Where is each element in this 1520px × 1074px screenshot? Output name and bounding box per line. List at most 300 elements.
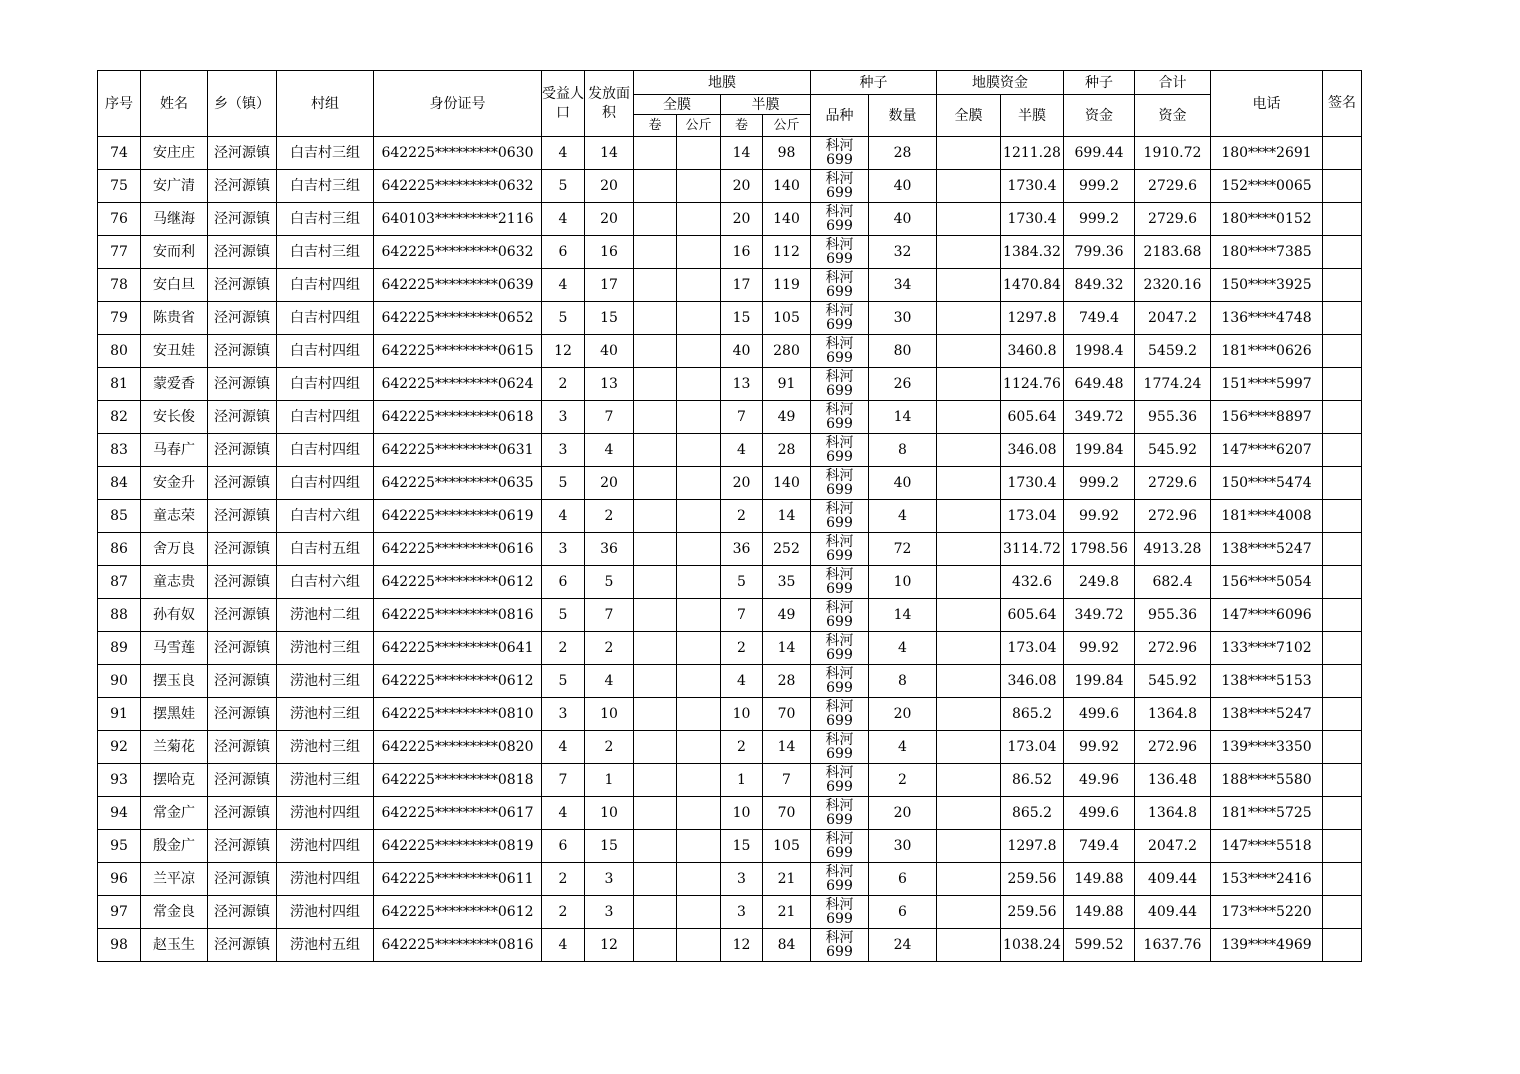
cell-township: 泾河源镇 xyxy=(208,335,277,368)
cell-full-kg xyxy=(677,236,721,269)
cell-name: 常金广 xyxy=(141,797,208,830)
cell-id-number: 642225*********0617 xyxy=(374,797,542,830)
variety-line: 科河 xyxy=(825,864,854,880)
variety-line: 科河 xyxy=(825,303,854,319)
cell-beneficiaries: 3 xyxy=(542,434,585,467)
variety-line: 科河 xyxy=(825,468,854,484)
cell-quantity: 6 xyxy=(869,863,937,896)
cell-village: 白吉村四组 xyxy=(277,335,374,368)
cell-phone: 139****4969 xyxy=(1211,929,1323,962)
cell-beneficiaries: 5 xyxy=(542,170,585,203)
cell-phone: 133****7102 xyxy=(1211,632,1323,665)
variety-line: 699 xyxy=(826,449,853,465)
cell-seed-fund: 699.44 xyxy=(1064,137,1135,170)
cell-quantity: 40 xyxy=(869,467,937,500)
cell-area: 12 xyxy=(585,929,634,962)
cell-village: 白吉村五组 xyxy=(277,533,374,566)
cell-film-fund-half: 3460.8 xyxy=(1001,335,1064,368)
cell-seq: 85 xyxy=(98,500,141,533)
variety-line: 699 xyxy=(826,548,853,564)
cell-half-roll: 36 xyxy=(721,533,763,566)
cell-seq: 84 xyxy=(98,467,141,500)
cell-id-number: 642225*********0611 xyxy=(374,863,542,896)
col-group-film-fund: 地膜资金 xyxy=(937,71,1064,95)
cell-total-fund: 2729.6 xyxy=(1135,203,1211,236)
table-row xyxy=(98,797,1362,830)
cell-township: 泾河源镇 xyxy=(208,896,277,929)
cell-id-number: 642225*********0630 xyxy=(374,137,542,170)
cell-total-fund: 2320.16 xyxy=(1135,269,1211,302)
cell-half-roll: 12 xyxy=(721,929,763,962)
cell-seq: 88 xyxy=(98,599,141,632)
col-film-fund-half: 半膜 xyxy=(1001,95,1064,137)
cell-phone: 147****5518 xyxy=(1211,830,1323,863)
col-name: 姓名 xyxy=(141,71,208,137)
cell-phone: 136****4748 xyxy=(1211,302,1323,335)
cell-total-fund: 1637.76 xyxy=(1135,929,1211,962)
cell-film-fund-half: 432.6 xyxy=(1001,566,1064,599)
cell-phone: 147****6207 xyxy=(1211,434,1323,467)
cell-quantity: 80 xyxy=(869,335,937,368)
cell-film-fund-full xyxy=(937,302,1001,335)
cell-phone: 151****5997 xyxy=(1211,368,1323,401)
cell-area: 16 xyxy=(585,236,634,269)
cell-id-number: 642225*********0615 xyxy=(374,335,542,368)
cell-area: 2 xyxy=(585,500,634,533)
cell-total-fund: 2729.6 xyxy=(1135,467,1211,500)
cell-variety xyxy=(811,632,869,665)
cell-half-kg: 35 xyxy=(763,566,811,599)
variety-line: 科河 xyxy=(825,732,854,748)
cell-id-number: 640103*********2116 xyxy=(374,203,542,236)
cell-quantity: 8 xyxy=(869,665,937,698)
cell-film-fund-full xyxy=(937,170,1001,203)
cell-seed-fund: 349.72 xyxy=(1064,599,1135,632)
cell-seed-fund: 999.2 xyxy=(1064,170,1135,203)
cell-phone: 153****2416 xyxy=(1211,863,1323,896)
cell-full-roll xyxy=(634,533,677,566)
cell-area: 20 xyxy=(585,467,634,500)
cell-full-kg xyxy=(677,500,721,533)
cell-quantity: 72 xyxy=(869,533,937,566)
cell-seed-fund: 799.36 xyxy=(1064,236,1135,269)
cell-film-fund-full xyxy=(937,896,1001,929)
cell-area: 1 xyxy=(585,764,634,797)
cell-township: 泾河源镇 xyxy=(208,764,277,797)
cell-phone: 138****5247 xyxy=(1211,533,1323,566)
col-group-half-film: 半膜 xyxy=(721,95,811,115)
cell-village: 涝池村四组 xyxy=(277,863,374,896)
cell-full-roll xyxy=(634,830,677,863)
cell-variety xyxy=(811,764,869,797)
cell-area: 7 xyxy=(585,599,634,632)
cell-township: 泾河源镇 xyxy=(208,368,277,401)
cell-seed-fund: 1998.4 xyxy=(1064,335,1135,368)
cell-seed-fund: 99.92 xyxy=(1064,632,1135,665)
cell-phone: 180****0152 xyxy=(1211,203,1323,236)
cell-seed-fund: 99.92 xyxy=(1064,500,1135,533)
cell-area: 15 xyxy=(585,830,634,863)
variety-line: 科河 xyxy=(825,897,854,913)
cell-full-kg xyxy=(677,698,721,731)
variety-line: 科河 xyxy=(825,567,854,583)
cell-full-kg xyxy=(677,797,721,830)
cell-beneficiaries: 5 xyxy=(542,665,585,698)
cell-area: 40 xyxy=(585,335,634,368)
cell-total-fund: 955.36 xyxy=(1135,401,1211,434)
cell-film-fund-half: 1730.4 xyxy=(1001,467,1064,500)
table-row xyxy=(98,401,1362,434)
cell-id-number: 642225*********0631 xyxy=(374,434,542,467)
cell-township: 泾河源镇 xyxy=(208,434,277,467)
variety-line: 699 xyxy=(826,185,853,201)
cell-quantity: 40 xyxy=(869,170,937,203)
cell-seq: 90 xyxy=(98,665,141,698)
cell-village: 白吉村三组 xyxy=(277,203,374,236)
cell-half-kg: 21 xyxy=(763,863,811,896)
cell-variety xyxy=(811,368,869,401)
cell-area: 20 xyxy=(585,203,634,236)
cell-phone: 156****8897 xyxy=(1211,401,1323,434)
cell-id-number: 642225*********0612 xyxy=(374,896,542,929)
table-row xyxy=(98,137,1362,170)
cell-full-roll xyxy=(634,599,677,632)
cell-township: 泾河源镇 xyxy=(208,137,277,170)
cell-film-fund-half: 1384.32 xyxy=(1001,236,1064,269)
cell-film-fund-half: 1297.8 xyxy=(1001,830,1064,863)
variety-line: 699 xyxy=(826,647,853,663)
cell-township: 泾河源镇 xyxy=(208,566,277,599)
variety-line: 699 xyxy=(826,680,853,696)
cell-seq: 98 xyxy=(98,929,141,962)
cell-signature xyxy=(1323,170,1362,203)
cell-half-kg: 49 xyxy=(763,401,811,434)
cell-beneficiaries: 4 xyxy=(542,269,585,302)
cell-beneficiaries: 2 xyxy=(542,863,585,896)
cell-film-fund-half: 3114.72 xyxy=(1001,533,1064,566)
cell-village: 白吉村六组 xyxy=(277,566,374,599)
cell-signature xyxy=(1323,401,1362,434)
cell-area: 20 xyxy=(585,170,634,203)
cell-film-fund-half: 86.52 xyxy=(1001,764,1064,797)
cell-area: 10 xyxy=(585,797,634,830)
cell-seed-fund: 149.88 xyxy=(1064,863,1135,896)
cell-id-number: 642225*********0618 xyxy=(374,401,542,434)
cell-id-number: 642225*********0632 xyxy=(374,236,542,269)
cell-film-fund-half: 1038.24 xyxy=(1001,929,1064,962)
cell-half-kg: 119 xyxy=(763,269,811,302)
col-group-full-film: 全膜 xyxy=(634,95,721,115)
cell-id-number: 642225*********0819 xyxy=(374,830,542,863)
cell-area: 3 xyxy=(585,896,634,929)
col-seq: 序号 xyxy=(98,71,141,137)
cell-name: 舍万良 xyxy=(141,533,208,566)
cell-seed-fund: 49.96 xyxy=(1064,764,1135,797)
cell-township: 泾河源镇 xyxy=(208,401,277,434)
variety-line: 科河 xyxy=(825,501,854,517)
cell-half-kg: 14 xyxy=(763,632,811,665)
cell-name: 殷金广 xyxy=(141,830,208,863)
cell-area: 10 xyxy=(585,698,634,731)
cell-quantity: 4 xyxy=(869,632,937,665)
cell-film-fund-full xyxy=(937,830,1001,863)
cell-full-kg xyxy=(677,830,721,863)
cell-total-fund: 4913.28 xyxy=(1135,533,1211,566)
cell-film-fund-half: 605.64 xyxy=(1001,401,1064,434)
cell-signature xyxy=(1323,863,1362,896)
cell-township: 泾河源镇 xyxy=(208,170,277,203)
cell-township: 泾河源镇 xyxy=(208,269,277,302)
cell-half-roll: 7 xyxy=(721,401,763,434)
cell-full-kg xyxy=(677,401,721,434)
cell-phone: 180****2691 xyxy=(1211,137,1323,170)
cell-id-number: 642225*********0641 xyxy=(374,632,542,665)
cell-seq: 78 xyxy=(98,269,141,302)
cell-phone: 138****5247 xyxy=(1211,698,1323,731)
table-row xyxy=(98,500,1362,533)
cell-film-fund-full xyxy=(937,269,1001,302)
cell-id-number: 642225*********0612 xyxy=(374,566,542,599)
cell-phone: 150****3925 xyxy=(1211,269,1323,302)
variety-line: 699 xyxy=(826,251,853,267)
cell-full-roll xyxy=(634,863,677,896)
cell-name: 安庄庄 xyxy=(141,137,208,170)
cell-full-kg xyxy=(677,533,721,566)
cell-seq: 95 xyxy=(98,830,141,863)
cell-full-kg xyxy=(677,566,721,599)
cell-id-number: 642225*********0820 xyxy=(374,731,542,764)
variety-line: 699 xyxy=(826,746,853,762)
cell-quantity: 4 xyxy=(869,731,937,764)
cell-seq: 82 xyxy=(98,401,141,434)
cell-half-kg: 112 xyxy=(763,236,811,269)
cell-township: 泾河源镇 xyxy=(208,830,277,863)
variety-line: 科河 xyxy=(825,699,854,715)
cell-half-kg: 140 xyxy=(763,170,811,203)
variety-line: 科河 xyxy=(825,402,854,418)
cell-variety xyxy=(811,434,869,467)
cell-name: 赵玉生 xyxy=(141,929,208,962)
cell-village: 白吉村四组 xyxy=(277,368,374,401)
cell-variety xyxy=(811,896,869,929)
cell-name: 马雪莲 xyxy=(141,632,208,665)
cell-total-fund: 272.96 xyxy=(1135,632,1211,665)
cell-full-kg xyxy=(677,467,721,500)
cell-total-fund: 2729.6 xyxy=(1135,170,1211,203)
cell-quantity: 30 xyxy=(869,830,937,863)
cell-variety xyxy=(811,203,869,236)
cell-signature xyxy=(1323,368,1362,401)
cell-half-roll: 14 xyxy=(721,137,763,170)
cell-full-roll xyxy=(634,566,677,599)
cell-full-kg xyxy=(677,335,721,368)
cell-film-fund-full xyxy=(937,599,1001,632)
cell-id-number: 642225*********0616 xyxy=(374,533,542,566)
cell-area: 3 xyxy=(585,863,634,896)
cell-phone: 156****5054 xyxy=(1211,566,1323,599)
cell-signature xyxy=(1323,302,1362,335)
cell-signature xyxy=(1323,236,1362,269)
cell-area: 2 xyxy=(585,731,634,764)
cell-film-fund-half: 346.08 xyxy=(1001,665,1064,698)
cell-village: 白吉村四组 xyxy=(277,401,374,434)
cell-village: 涝池村五组 xyxy=(277,929,374,962)
cell-area: 5 xyxy=(585,566,634,599)
cell-beneficiaries: 3 xyxy=(542,533,585,566)
variety-line: 科河 xyxy=(825,633,854,649)
col-full-kg: 公斤 xyxy=(677,115,721,137)
cell-full-kg xyxy=(677,731,721,764)
cell-film-fund-full xyxy=(937,566,1001,599)
cell-quantity: 30 xyxy=(869,302,937,335)
cell-film-fund-full xyxy=(937,797,1001,830)
cell-variety xyxy=(811,566,869,599)
cell-seed-fund: 499.6 xyxy=(1064,797,1135,830)
table-row xyxy=(98,929,1362,962)
cell-seed-fund: 749.4 xyxy=(1064,830,1135,863)
cell-variety xyxy=(811,830,869,863)
cell-variety xyxy=(811,467,869,500)
cell-village: 白吉村四组 xyxy=(277,302,374,335)
cell-township: 泾河源镇 xyxy=(208,236,277,269)
cell-full-roll xyxy=(634,500,677,533)
cell-quantity: 28 xyxy=(869,137,937,170)
cell-variety xyxy=(811,929,869,962)
distribution-table xyxy=(97,70,1362,962)
cell-phone: 150****5474 xyxy=(1211,467,1323,500)
cell-phone: 181****5725 xyxy=(1211,797,1323,830)
variety-line: 科河 xyxy=(825,369,854,385)
variety-line: 科河 xyxy=(825,204,854,220)
cell-signature xyxy=(1323,929,1362,962)
cell-full-roll xyxy=(634,335,677,368)
cell-township: 泾河源镇 xyxy=(208,863,277,896)
table-row xyxy=(98,599,1362,632)
cell-name: 孙有奴 xyxy=(141,599,208,632)
cell-full-kg xyxy=(677,632,721,665)
cell-film-fund-half: 1730.4 xyxy=(1001,203,1064,236)
variety-line: 699 xyxy=(826,713,853,729)
table-row xyxy=(98,731,1362,764)
table-row xyxy=(98,863,1362,896)
variety-line: 科河 xyxy=(825,237,854,253)
cell-film-fund-half: 1730.4 xyxy=(1001,170,1064,203)
cell-full-kg xyxy=(677,269,721,302)
cell-beneficiaries: 4 xyxy=(542,797,585,830)
cell-beneficiaries: 4 xyxy=(542,929,585,962)
cell-quantity: 20 xyxy=(869,698,937,731)
cell-variety xyxy=(811,170,869,203)
cell-half-kg: 98 xyxy=(763,137,811,170)
cell-phone: 188****5580 xyxy=(1211,764,1323,797)
cell-variety xyxy=(811,236,869,269)
cell-half-kg: 21 xyxy=(763,896,811,929)
cell-full-roll xyxy=(634,764,677,797)
cell-seq: 93 xyxy=(98,764,141,797)
cell-phone: 181****0626 xyxy=(1211,335,1323,368)
table-row xyxy=(98,698,1362,731)
cell-seq: 97 xyxy=(98,896,141,929)
cell-film-fund-full xyxy=(937,368,1001,401)
table-row xyxy=(98,896,1362,929)
cell-half-kg: 14 xyxy=(763,500,811,533)
cell-full-kg xyxy=(677,302,721,335)
cell-name: 兰菊花 xyxy=(141,731,208,764)
cell-half-kg: 252 xyxy=(763,533,811,566)
cell-signature xyxy=(1323,797,1362,830)
variety-line: 科河 xyxy=(825,798,854,814)
cell-seed-fund: 1798.56 xyxy=(1064,533,1135,566)
cell-signature xyxy=(1323,500,1362,533)
cell-name: 摆玉良 xyxy=(141,665,208,698)
cell-signature xyxy=(1323,137,1362,170)
cell-variety xyxy=(811,599,869,632)
cell-half-kg: 14 xyxy=(763,731,811,764)
cell-full-roll xyxy=(634,269,677,302)
variety-line: 699 xyxy=(826,350,853,366)
col-group-film: 地膜 xyxy=(634,71,811,95)
cell-total-fund: 1364.8 xyxy=(1135,698,1211,731)
cell-id-number: 642225*********0612 xyxy=(374,665,542,698)
cell-half-kg: 140 xyxy=(763,203,811,236)
table-row xyxy=(98,302,1362,335)
cell-film-fund-half: 605.64 xyxy=(1001,599,1064,632)
variety-line: 科河 xyxy=(825,600,854,616)
col-area: 发放面积 xyxy=(585,71,634,137)
cell-beneficiaries: 2 xyxy=(542,368,585,401)
cell-id-number: 642225*********0632 xyxy=(374,170,542,203)
variety-line: 科河 xyxy=(825,270,854,286)
cell-beneficiaries: 4 xyxy=(542,203,585,236)
cell-name: 蒙爱香 xyxy=(141,368,208,401)
cell-full-kg xyxy=(677,863,721,896)
cell-village: 白吉村三组 xyxy=(277,170,374,203)
cell-film-fund-full xyxy=(937,500,1001,533)
variety-line: 699 xyxy=(826,515,853,531)
variety-line: 699 xyxy=(826,152,853,168)
cell-village: 白吉村四组 xyxy=(277,467,374,500)
col-township: 乡（镇） xyxy=(208,71,277,137)
cell-half-roll: 20 xyxy=(721,170,763,203)
variety-line: 699 xyxy=(826,317,853,333)
cell-full-roll xyxy=(634,302,677,335)
cell-phone: 152****0065 xyxy=(1211,170,1323,203)
cell-signature xyxy=(1323,599,1362,632)
cell-beneficiaries: 5 xyxy=(542,467,585,500)
cell-seq: 83 xyxy=(98,434,141,467)
table-row xyxy=(98,434,1362,467)
cell-half-kg: 280 xyxy=(763,335,811,368)
cell-film-fund-half: 1124.76 xyxy=(1001,368,1064,401)
cell-seq: 80 xyxy=(98,335,141,368)
cell-film-fund-full xyxy=(937,863,1001,896)
cell-film-fund-half: 1297.8 xyxy=(1001,302,1064,335)
cell-half-kg: 105 xyxy=(763,830,811,863)
cell-half-roll: 3 xyxy=(721,863,763,896)
cell-quantity: 20 xyxy=(869,797,937,830)
cell-name: 马春广 xyxy=(141,434,208,467)
variety-line: 699 xyxy=(826,779,853,795)
cell-seed-fund: 249.8 xyxy=(1064,566,1135,599)
cell-phone: 147****6096 xyxy=(1211,599,1323,632)
cell-variety xyxy=(811,335,869,368)
cell-seq: 96 xyxy=(98,863,141,896)
col-film-fund-full: 全膜 xyxy=(937,95,1001,137)
cell-half-roll: 4 xyxy=(721,434,763,467)
variety-line: 699 xyxy=(826,614,853,630)
cell-film-fund-half: 173.04 xyxy=(1001,731,1064,764)
cell-phone: 173****5220 xyxy=(1211,896,1323,929)
